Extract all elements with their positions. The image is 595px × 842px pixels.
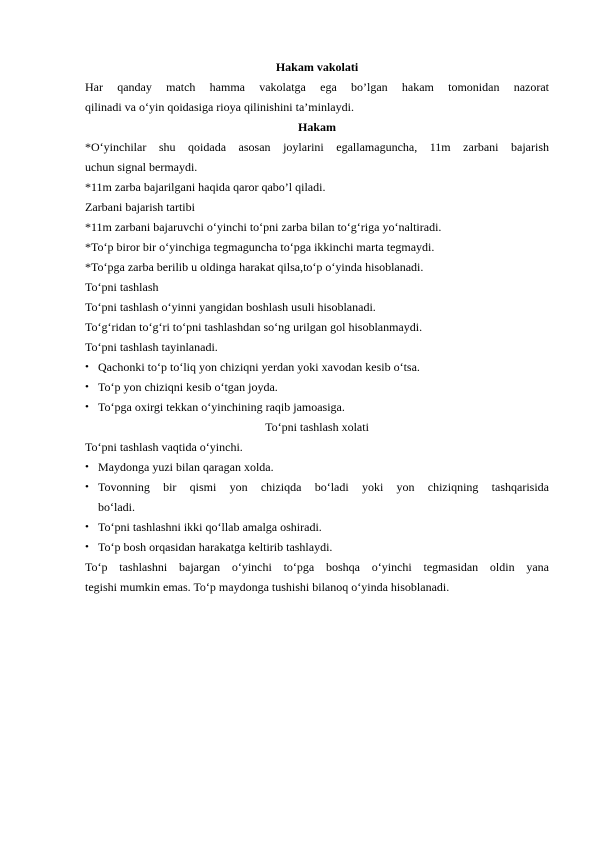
final-para-line-1: To‘p tashlashni bajargan o‘yinchi to‘pga boshqa o‘yinchi tegmasidan oldin yana (85, 560, 549, 574)
document-title: Hakam vakolati (275, 60, 359, 74)
intro-line-2: qilinadi va o‘yin qoidasiga rioya qilinishini ta’minlaydi. (85, 100, 354, 114)
heading-zarba-tartibi: Zarbani bajarish tartibi (85, 200, 195, 214)
throw-position-line: To‘pni tashlash vaqtida o‘yinchi. (85, 440, 243, 454)
section-heading-hakam: Hakam (297, 120, 336, 134)
order-item-3: *To‘pga zarba berilib u oldinga harakat qilsa,to‘p o‘yinda hisoblanadi. (85, 260, 424, 274)
document-page (85, 57, 549, 597)
list-item (85, 517, 549, 537)
hakam-para-line-2: uchun signal bermaydi. (85, 160, 198, 174)
decision-line: *11m zarba bajarilgani haqida qaror qabo’l qiladi. (85, 180, 326, 194)
list-item (85, 457, 549, 477)
bullet-icon: • (85, 401, 89, 413)
order-item-2: *To‘p biror bir o‘yinchiga tegmaguncha to‘pga ikkinchi marta tegmaydi. (85, 240, 435, 254)
list-item-text: Qachonki to‘p to‘liq yon chiziqni yerdan yoki xavodan kesib o‘tsa. (98, 360, 420, 374)
list-item (85, 477, 549, 497)
bullet-icon: • (85, 541, 89, 553)
list-item-text: To‘p bosh orqasidan harakatga keltirib tashlaydi. (98, 540, 333, 554)
bullet-icon: • (85, 361, 89, 373)
throw-line-3: To‘pni tashlash tayinlanadi. (85, 340, 218, 354)
list-item (85, 397, 549, 417)
list-item-text: bo‘ladi. (98, 500, 135, 514)
bullet-icon: • (85, 461, 89, 473)
list-item-text: To‘pga oxirgi tekkan o‘yinchining raqib jamoasiga. (98, 400, 345, 414)
list-item (85, 357, 549, 377)
bullet-icon: • (85, 481, 89, 493)
bullet-icon: • (85, 521, 89, 533)
order-item-1: *11m zarbani bajaruvchi o‘yinchi to‘pni zarba bilan to‘g‘riga yo‘naltiradi. (85, 220, 442, 234)
hakam-para-line-1: *O‘yinchilar shu qoidada asosan joylarini egallamaguncha, 11m zarbani bajarish (85, 140, 549, 154)
list-item-text: To‘p yon chiziqni kesib o‘tgan joyda. (98, 380, 278, 394)
list-item-text: To‘pni tashlashni ikki qo‘llab amalga oshiradi. (98, 520, 322, 534)
bullet-icon: • (85, 381, 89, 393)
heading-topni-tashlash: To‘pni tashlash (85, 280, 159, 294)
list-item (85, 377, 549, 397)
intro-line-1: Har qanday match hamma vakolatga ega bo’lgan hakam tomonidan nazorat (85, 80, 549, 94)
throw-line-2: To‘g‘ridan to‘g‘ri to‘pni tashlashdan so‘ng urilgan gol hisoblanmaydi. (85, 320, 423, 334)
throw-line-1: To‘pni tashlash o‘yinni yangidan boshlash usuli hisoblanadi. (85, 300, 376, 314)
list-item-text: Tovonning bir qismi yon chiziqda bo‘ladi yoki yon chiziqning tashqarisida (98, 480, 549, 494)
list-item-continuation (85, 497, 549, 517)
final-para-line-2: tegishi mumkin emas. To‘p maydonga tushishi bilanoq o‘yinda hisoblanadi. (85, 580, 450, 594)
section-heading-throw-position: To‘pni tashlash xolati (265, 420, 369, 434)
list-item-text: Maydonga yuzi bilan qaragan xolda. (98, 460, 274, 474)
list-item (85, 537, 549, 557)
